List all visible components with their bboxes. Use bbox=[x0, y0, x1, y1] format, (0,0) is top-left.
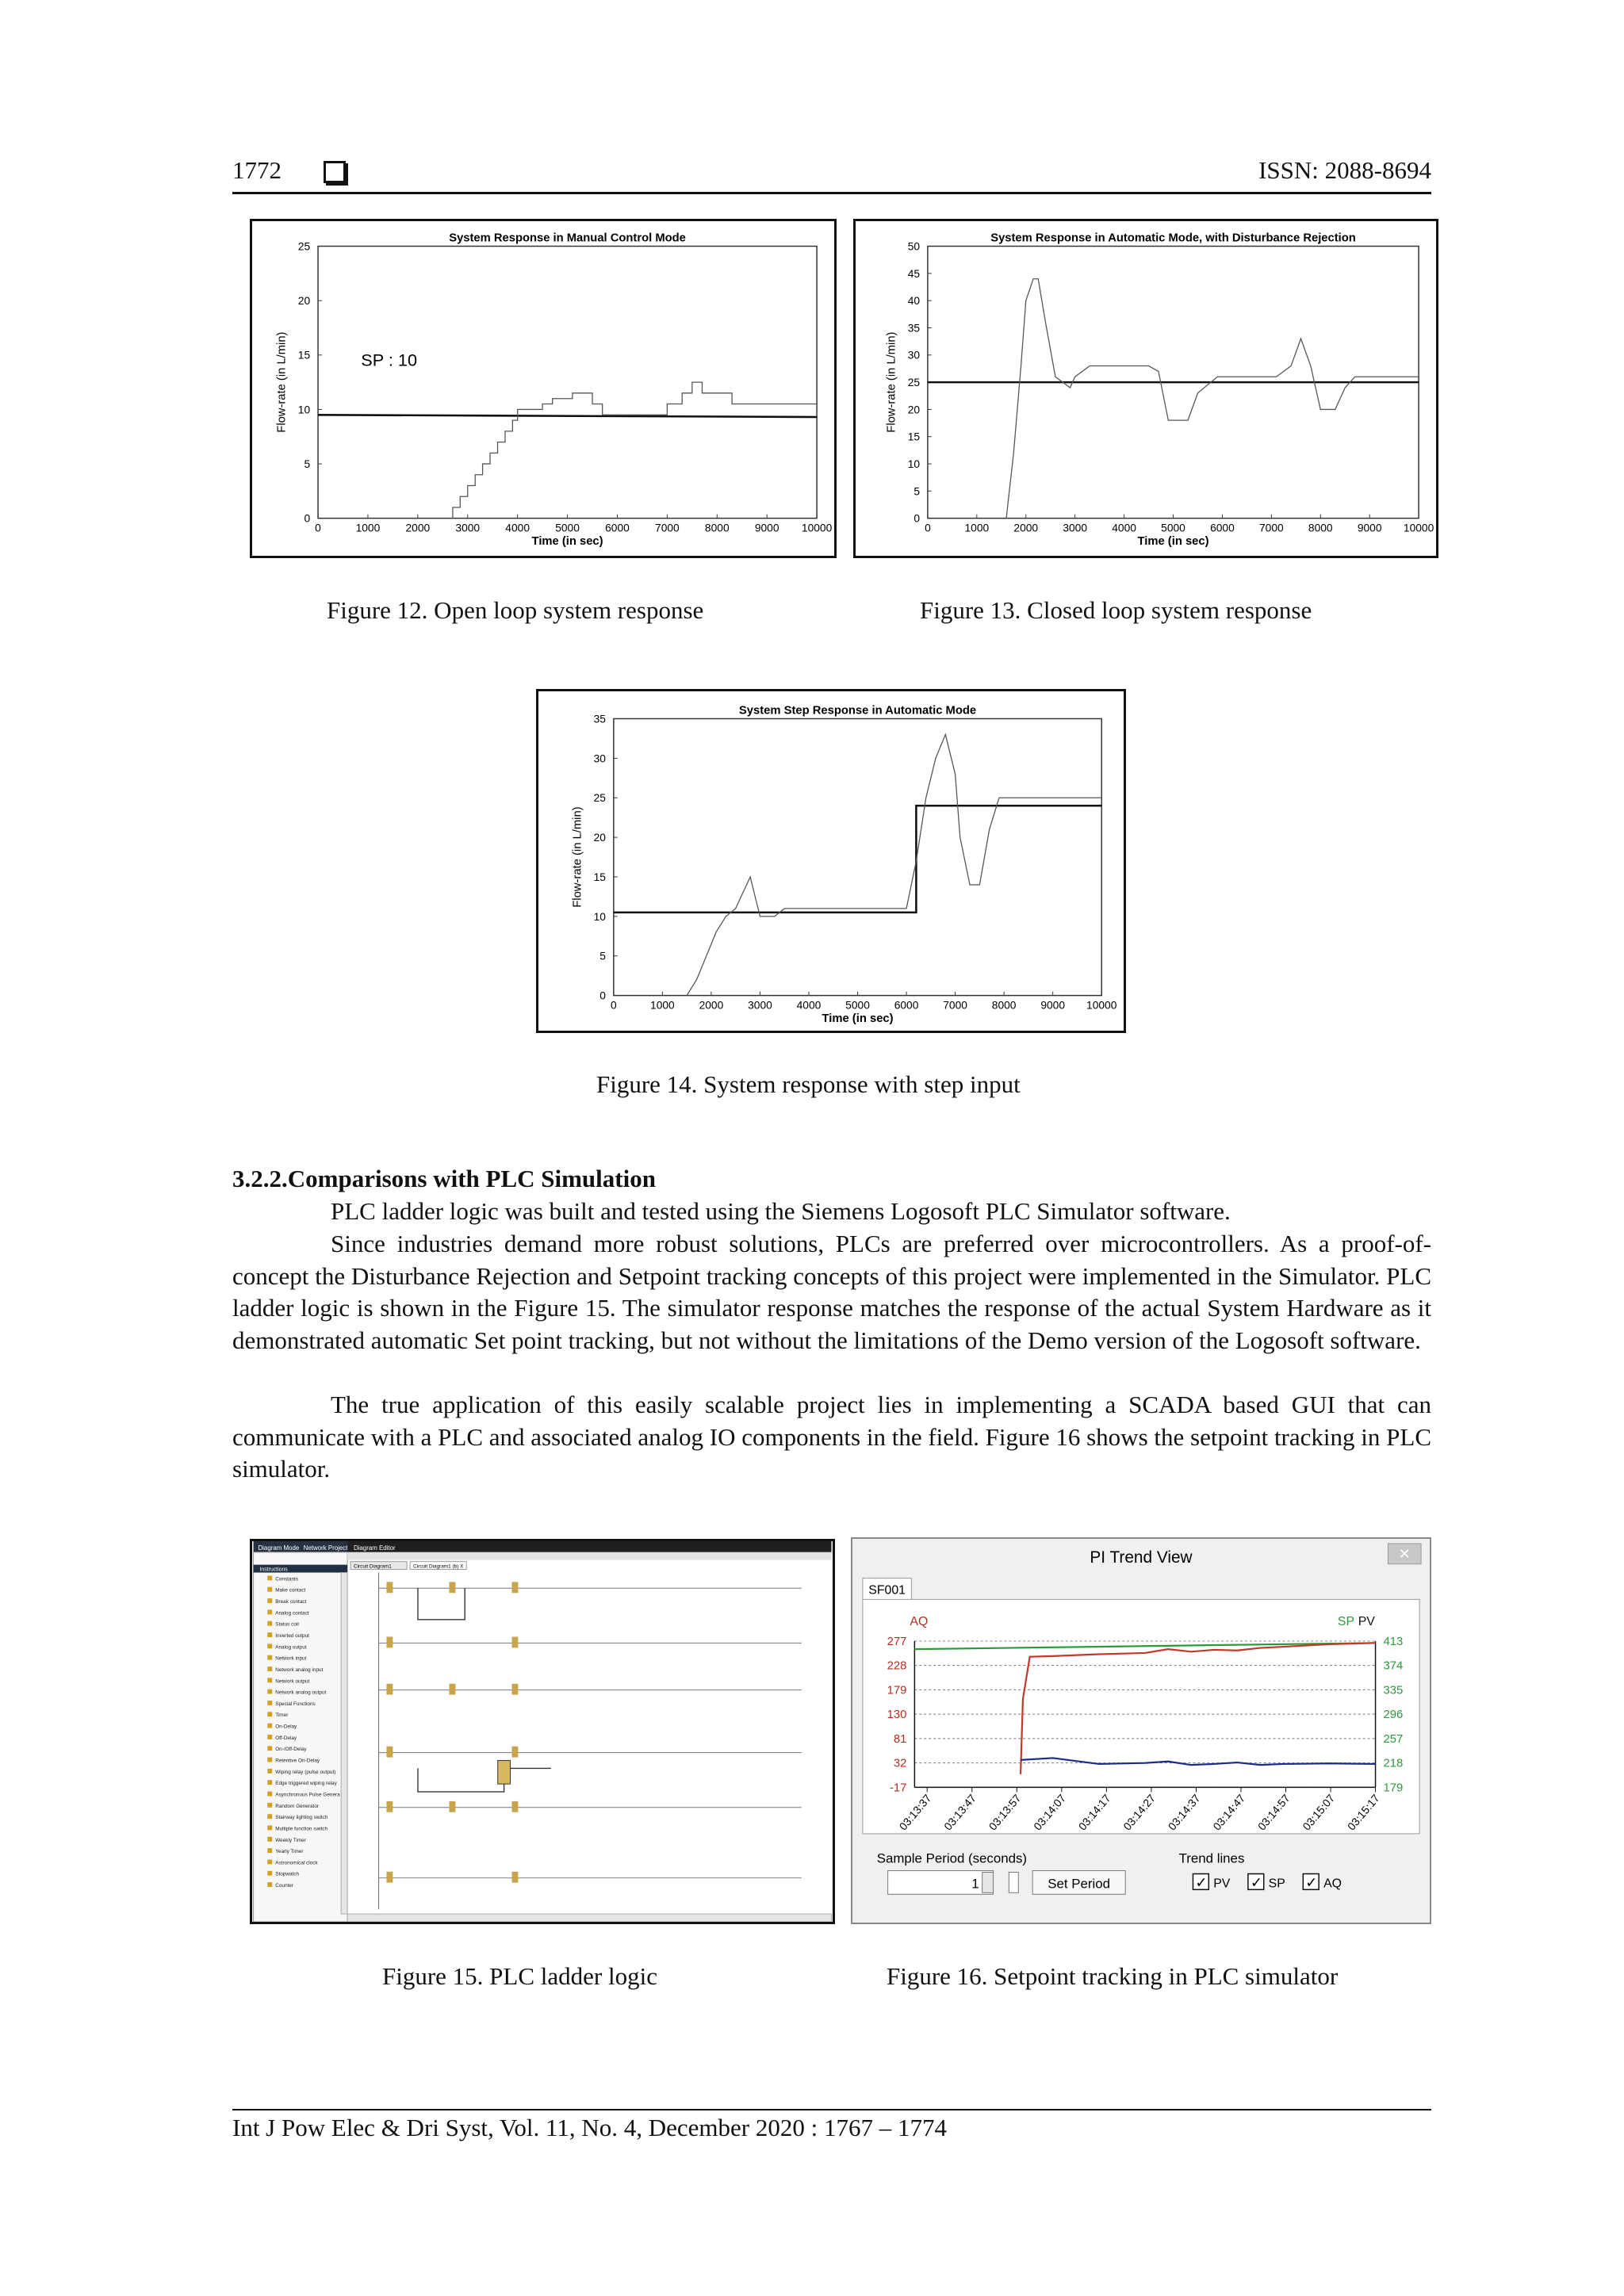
tree-item-icon bbox=[267, 1689, 272, 1694]
horizontal-scrollbar[interactable] bbox=[347, 1914, 831, 1922]
right-tick-label: 257 bbox=[1383, 1732, 1404, 1746]
x-tick-label: 10000 bbox=[801, 522, 833, 534]
checkbox-label: SP bbox=[1268, 1877, 1285, 1891]
tree-item-icon bbox=[267, 1848, 272, 1853]
tree-item-label: Wiping relay (pulse output) bbox=[275, 1769, 336, 1775]
contact-element bbox=[386, 1872, 393, 1883]
x-tick-label: 6000 bbox=[894, 999, 919, 1012]
sample-period-label: Sample Period (seconds) bbox=[876, 1850, 1028, 1866]
tree-item-label: Counter bbox=[275, 1883, 294, 1889]
figure-14-svg bbox=[538, 691, 1124, 1031]
tree-item-icon bbox=[267, 1758, 272, 1762]
coil-element bbox=[511, 1636, 518, 1647]
x-tick-label: 10000 bbox=[1403, 522, 1434, 534]
mode-tab: Diagram Mode bbox=[258, 1544, 300, 1552]
contact-element bbox=[449, 1801, 455, 1812]
x-tick-label: 2000 bbox=[405, 522, 431, 534]
x-tick-label: 03:15:17 bbox=[1344, 1791, 1382, 1833]
x-tick-label: 8000 bbox=[704, 522, 730, 534]
tree-item-label: Retentive On-Delay bbox=[275, 1758, 320, 1764]
x-tick-label: 1000 bbox=[355, 522, 381, 534]
figure-14-chart bbox=[536, 689, 1126, 1033]
x-tick-label: 1000 bbox=[650, 999, 675, 1012]
x-tick-label: 03:14:37 bbox=[1165, 1791, 1203, 1833]
tree-item-label: Yearly Timer bbox=[275, 1849, 304, 1855]
tree-item-label: Multiple function switch bbox=[275, 1826, 328, 1832]
contact-element bbox=[386, 1747, 393, 1758]
tree-item-label: Stairway lighting switch bbox=[275, 1815, 328, 1821]
y-tick-label: 15 bbox=[593, 871, 606, 883]
contact-element bbox=[449, 1582, 455, 1593]
tree-item-label: Analog output bbox=[275, 1644, 307, 1651]
tree-item-label: Network analog output bbox=[275, 1689, 327, 1696]
y-tick-label: 5 bbox=[599, 950, 606, 962]
chart-panel bbox=[863, 1599, 1419, 1834]
y-tick-label: 0 bbox=[914, 512, 921, 525]
aq-tick-label: -17 bbox=[889, 1781, 907, 1795]
x-tick-label: 0 bbox=[925, 522, 931, 534]
chart-title: System Step Response in Automatic Mode bbox=[738, 704, 977, 718]
x-tick-label: 5000 bbox=[845, 999, 870, 1012]
tree-item-label: Off-Delay bbox=[275, 1735, 297, 1741]
figure-16-window bbox=[851, 1537, 1431, 1924]
paragraph-3: The true application of this easily scalable project lies in implementing a SCADA based GUI that can communicate with a PLC and associated analog IO components in the field. Figure 16 shows the setpoint tracking in PLC simulator. bbox=[232, 1391, 1431, 1483]
vertical-scrollbar[interactable] bbox=[341, 1573, 347, 1915]
x-axis-label: Time (in sec) bbox=[531, 535, 603, 549]
tree-item-icon bbox=[267, 1780, 272, 1785]
x-tick-label: 03:14:47 bbox=[1210, 1791, 1248, 1833]
y-tick-label: 45 bbox=[907, 267, 921, 280]
chart-title: System Response in Automatic Mode, with Disturbance Rejection bbox=[990, 232, 1356, 245]
tree-item-icon bbox=[267, 1632, 272, 1637]
tree-item-icon bbox=[267, 1814, 272, 1819]
y-tick-label: 10 bbox=[297, 404, 311, 416]
aq-tick-label: 277 bbox=[887, 1635, 907, 1648]
x-tick-label: 9000 bbox=[754, 522, 779, 534]
figure-16-svg bbox=[852, 1539, 1430, 1923]
checkbox-label: AQ bbox=[1323, 1877, 1342, 1891]
contact-element bbox=[386, 1582, 393, 1593]
tree-item-icon bbox=[267, 1735, 272, 1739]
x-tick-label: 7000 bbox=[1258, 522, 1284, 534]
tree-item-icon bbox=[267, 1837, 272, 1842]
x-tick-label: 1000 bbox=[964, 522, 990, 534]
x-tick-label: 03:14:17 bbox=[1075, 1791, 1113, 1833]
right-tick-label: 413 bbox=[1383, 1635, 1404, 1648]
aq-tick-label: 130 bbox=[887, 1709, 907, 1722]
tree-item-label: Edge triggered wiping relay bbox=[275, 1781, 337, 1787]
right-tick-label: 218 bbox=[1383, 1757, 1404, 1770]
x-tick-label: 2000 bbox=[699, 999, 724, 1012]
y-tick-label: 25 bbox=[297, 240, 311, 253]
tree-item-icon bbox=[267, 1598, 272, 1603]
x-tick-label: 4000 bbox=[1112, 522, 1136, 534]
stepper[interactable] bbox=[982, 1873, 994, 1893]
x-tick-label: 5000 bbox=[1161, 522, 1185, 534]
scroll-handle[interactable] bbox=[1009, 1873, 1018, 1893]
tree-item-icon bbox=[267, 1667, 272, 1671]
x-tick-label: 4000 bbox=[505, 522, 530, 534]
y-tick-label: 35 bbox=[907, 322, 921, 335]
x-tick-label: 3000 bbox=[455, 522, 481, 534]
issn: ISSN: 2088-8694 bbox=[1258, 156, 1431, 184]
figure-12-caption: Figure 12. Open loop system response bbox=[327, 596, 704, 624]
tree-item-icon bbox=[267, 1621, 272, 1626]
y-tick-label: 25 bbox=[907, 377, 921, 389]
trend-lines-label: Trend lines bbox=[1178, 1850, 1245, 1866]
y-tick-label: 10 bbox=[593, 910, 606, 923]
tree-item-icon bbox=[267, 1859, 272, 1864]
editor-title-bar bbox=[347, 1541, 831, 1552]
tree-item-icon bbox=[267, 1826, 272, 1831]
doc-tab-label: Circuit Diagram1 bbox=[353, 1563, 392, 1570]
tree-item-label: Constants bbox=[275, 1576, 299, 1582]
tree-item-label: Status coil bbox=[275, 1621, 299, 1628]
x-tick-label: 6000 bbox=[605, 522, 630, 534]
tree-item-icon bbox=[267, 1587, 272, 1592]
contact-element bbox=[386, 1636, 393, 1647]
toolbar bbox=[347, 1552, 831, 1560]
page-number: 1772 bbox=[232, 156, 282, 184]
y-tick-label: 20 bbox=[907, 404, 921, 416]
y-tick-label: 35 bbox=[593, 713, 606, 725]
right-tick-label: 179 bbox=[1383, 1781, 1404, 1795]
check-icon: ✓ bbox=[1195, 1874, 1208, 1891]
tree-item-icon bbox=[267, 1871, 272, 1876]
check-icon: ✓ bbox=[1250, 1874, 1262, 1891]
tree-item-icon bbox=[267, 1575, 272, 1580]
y-tick-label: 5 bbox=[304, 457, 311, 470]
tree-item-icon bbox=[267, 1701, 272, 1705]
y-tick-label: 5 bbox=[914, 485, 921, 498]
x-tick-label: 8000 bbox=[1308, 522, 1333, 534]
tree-item-icon bbox=[267, 1803, 272, 1808]
x-tick-label: 0 bbox=[610, 999, 617, 1012]
contact-element bbox=[449, 1684, 455, 1695]
figure-15-caption: Figure 15. PLC ladder logic bbox=[382, 1962, 657, 1990]
tree-item-label: Random Generator bbox=[275, 1803, 320, 1809]
tree-item-label: Break contact bbox=[275, 1599, 307, 1605]
y-tick-label: 15 bbox=[907, 430, 921, 443]
x-tick-label: 03:13:47 bbox=[941, 1791, 979, 1833]
header-rule bbox=[232, 192, 1431, 194]
y-axis-label: Flow-rate (in L/min) bbox=[275, 331, 289, 433]
tree-item-icon bbox=[267, 1769, 272, 1774]
checkbox-label: PV bbox=[1213, 1877, 1231, 1891]
tree-item-icon bbox=[267, 1678, 272, 1682]
y-tick-label: 25 bbox=[593, 792, 606, 805]
x-tick-label: 4000 bbox=[796, 999, 822, 1012]
right-tick-label: 335 bbox=[1383, 1684, 1404, 1697]
tree-item-icon bbox=[267, 1655, 272, 1660]
contact-element bbox=[386, 1684, 393, 1695]
tree-item-icon bbox=[267, 1712, 272, 1716]
figure-12-svg bbox=[252, 221, 834, 556]
close-icon: ✕ bbox=[1398, 1545, 1411, 1562]
figure-15-screenshot bbox=[250, 1539, 835, 1924]
figure-16-caption: Figure 16. Setpoint tracking in PLC simulator bbox=[887, 1962, 1339, 1990]
coil-element bbox=[511, 1801, 518, 1812]
x-tick-label: 3000 bbox=[748, 999, 772, 1012]
y-tick-label: 20 bbox=[297, 295, 311, 308]
coil-element bbox=[511, 1872, 518, 1883]
tree-item-icon bbox=[267, 1746, 272, 1751]
y-tick-label: 40 bbox=[907, 295, 921, 308]
footer-citation: Int J Pow Elec & Dri Syst, Vol. 11, No. 4, December 2020 : 1767 – 1774 bbox=[232, 2114, 947, 2141]
plot-area bbox=[318, 247, 817, 519]
tree-item-label: Timer bbox=[275, 1712, 289, 1719]
instruction-panel bbox=[254, 1552, 348, 1922]
y-tick-label: 15 bbox=[297, 349, 311, 362]
y-axis-label: Flow-rate (in L/min) bbox=[885, 331, 898, 433]
sp-axis-label: SP bbox=[1337, 1615, 1355, 1629]
contact-element bbox=[386, 1801, 393, 1812]
tree-item-icon bbox=[267, 1882, 272, 1887]
pv-axis-label: PV bbox=[1358, 1615, 1375, 1629]
tree-item-icon bbox=[267, 1609, 272, 1614]
y-tick-label: 0 bbox=[304, 512, 311, 525]
tree-item-label: Asynchronous Pulse Genera bbox=[275, 1792, 340, 1798]
x-tick-label: 9000 bbox=[1040, 999, 1066, 1012]
tree-item-label: On-Delay bbox=[275, 1724, 297, 1730]
mode-tab: Network Project bbox=[303, 1544, 348, 1552]
chart-title: System Response in Manual Control Mode bbox=[449, 232, 686, 245]
aq-tick-label: 179 bbox=[887, 1684, 907, 1697]
x-axis-label: Time (in sec) bbox=[1137, 535, 1209, 549]
x-tick-label: 3000 bbox=[1063, 522, 1088, 534]
x-tick-label: 8000 bbox=[991, 999, 1017, 1012]
y-tick-label: 30 bbox=[907, 349, 921, 362]
footer-rule bbox=[232, 2109, 1431, 2110]
x-tick-label: 5000 bbox=[555, 522, 580, 534]
tab-label: SF001 bbox=[868, 1583, 906, 1598]
x-tick-label: 2000 bbox=[1013, 522, 1039, 534]
coil-element bbox=[511, 1582, 518, 1593]
tree-item-icon bbox=[267, 1644, 272, 1648]
coil-element bbox=[511, 1684, 518, 1695]
tree-item-icon bbox=[267, 1724, 272, 1728]
y-tick-label: 30 bbox=[593, 752, 606, 765]
y-tick-label: 50 bbox=[907, 240, 921, 253]
y-tick-label: 10 bbox=[907, 457, 921, 470]
figure-13-chart bbox=[853, 219, 1438, 558]
plot-area bbox=[614, 719, 1101, 996]
figure-14-caption: Figure 14. System response with step input bbox=[596, 1070, 1021, 1098]
setpoint-annotation: SP : 10 bbox=[361, 350, 418, 370]
tree-item-label: Special Functions bbox=[275, 1701, 316, 1707]
tree-item-label: Inverted output bbox=[275, 1632, 309, 1639]
tree-item-label: Network output bbox=[275, 1678, 310, 1685]
y-tick-label: 20 bbox=[593, 832, 606, 844]
x-tick-label: 9000 bbox=[1357, 522, 1382, 534]
tree-item-label: Network input bbox=[275, 1655, 307, 1662]
aq-tick-label: 228 bbox=[887, 1659, 907, 1673]
x-tick-label: 03:14:27 bbox=[1120, 1791, 1159, 1833]
x-tick-label: 7000 bbox=[655, 522, 680, 534]
figure-13-caption: Figure 13. Closed loop system response bbox=[920, 596, 1312, 624]
paragraph-2: Since industries demand more robust solutions, PLCs are preferred over microcontrollers. As a proof-of-concept the Disturbance Rejection and Setpoint tracking concepts of this project were implemented in the Simulator. PLC ladder logic is shown in the Figure 15. The simulator response matches the response of the actual System Hardware as it demonstrated automatic Set point tracking, but not without the limitations of the Demo version of the Logosoft software. bbox=[232, 1230, 1431, 1354]
coil-element bbox=[511, 1747, 518, 1758]
editor-title: Diagram Editor bbox=[353, 1544, 396, 1552]
section-heading: 3.2.2.Comparisons with PLC Simulation bbox=[232, 1165, 656, 1192]
tree-root: Instructions bbox=[259, 1567, 288, 1573]
aq-axis-label: AQ bbox=[910, 1615, 929, 1629]
figure-15-svg bbox=[252, 1541, 833, 1922]
x-tick-label: 03:13:57 bbox=[986, 1791, 1024, 1833]
x-tick-label: 03:14:57 bbox=[1254, 1791, 1293, 1833]
tree-item-icon bbox=[267, 1792, 272, 1797]
x-axis-label: Time (in sec) bbox=[822, 1012, 894, 1026]
aq-tick-label: 81 bbox=[893, 1732, 907, 1746]
aq-tick-label: 32 bbox=[893, 1757, 907, 1770]
x-tick-label: 7000 bbox=[943, 999, 967, 1012]
tree-item-label: Analog contact bbox=[275, 1610, 309, 1617]
header-square-icon bbox=[324, 161, 346, 183]
tree-item-label: Weekly Timer bbox=[275, 1837, 306, 1843]
x-tick-label: 03:13:37 bbox=[896, 1791, 934, 1833]
tree-item-label: Network analog input bbox=[275, 1667, 324, 1673]
window-title: PI Trend View bbox=[1090, 1548, 1193, 1567]
x-tick-label: 6000 bbox=[1210, 522, 1235, 534]
x-tick-label: 03:14:07 bbox=[1031, 1791, 1069, 1833]
right-tick-label: 296 bbox=[1383, 1709, 1404, 1722]
sample-period-value: 1 bbox=[971, 1876, 979, 1892]
tree-item-label: On-/Off-Delay bbox=[275, 1747, 307, 1753]
set-period-label: Set Period bbox=[1048, 1876, 1111, 1892]
tree-item-label: Stopwatch bbox=[275, 1871, 300, 1877]
tree-item-label: Astronomical clock bbox=[275, 1860, 318, 1866]
right-tick-label: 374 bbox=[1383, 1659, 1404, 1673]
function-block bbox=[498, 1761, 511, 1785]
tree-item-label: Make contact bbox=[275, 1587, 306, 1594]
x-tick-label: 10000 bbox=[1086, 999, 1117, 1012]
x-tick-label: 0 bbox=[315, 522, 321, 534]
figure-12-chart bbox=[250, 219, 837, 558]
y-axis-label: Flow-rate (in L/min) bbox=[571, 806, 584, 908]
paragraph-1: PLC ladder logic was built and tested using the Siemens Logosoft PLC Simulator software. bbox=[331, 1197, 1231, 1225]
doc-tab-label: Circuit Diagram1 (b) X bbox=[413, 1563, 464, 1570]
x-tick-label: 03:15:07 bbox=[1300, 1791, 1338, 1833]
check-icon: ✓ bbox=[1305, 1874, 1318, 1891]
y-tick-label: 0 bbox=[599, 989, 606, 1002]
figure-13-svg bbox=[856, 221, 1436, 556]
